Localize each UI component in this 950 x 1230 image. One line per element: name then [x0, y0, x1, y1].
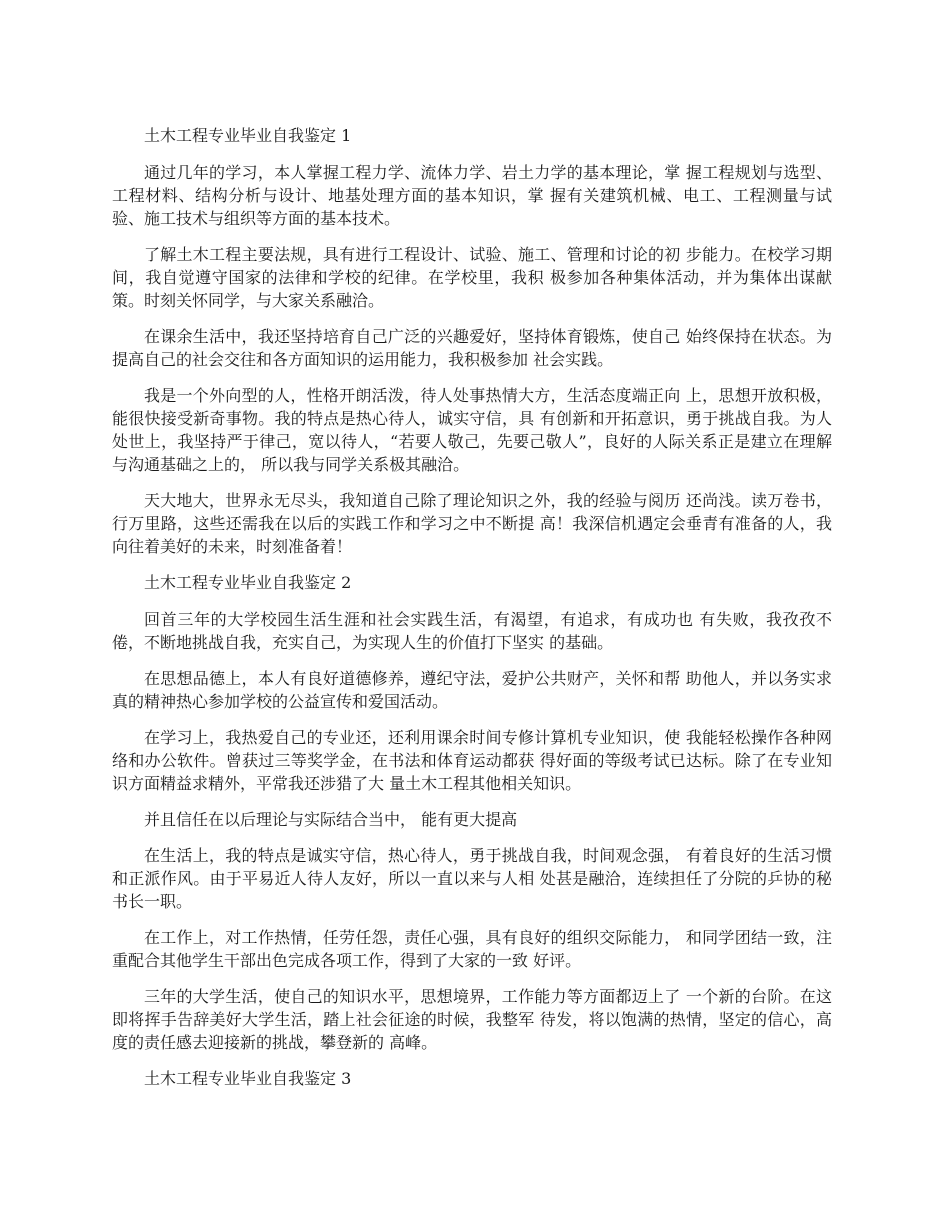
paragraph-1-3: 在课余生活中，我还坚持培育自己广泛的兴趣爱好，坚持体育锻炼，使自己 始终保持在状态。为提高自己的社会交往和各方面知识的运用能力，我积极参加 社会实践。: [112, 327, 832, 369]
paragraph-1-2: 了解土木工程主要法规，具有进行工程设计、试验、施工、管理和讨论的初 步能力。在校学习期间，我自觉遵守国家的法律和学校的纪律。在学校里，我积 极参加各种集体活动，并为集体出谋献策。时刻关怀同学，与大家关系融洽。: [112, 245, 832, 310]
section-heading-3: 土木工程专业毕业自我鉴定 3: [144, 1069, 352, 1088]
paragraph-2-3: 在学习上，我热爱自己的专业还，还利用课余时间专修计算机专业知识，使 我能轻松操作各种网络和办公软件。曾获过三等奖学金，在书法和体育运动都获 得好面的等级考试已达标。除了在专业知识方面精益求精外，平常我还涉猎了大 量土木工程其他相关知识。: [112, 728, 832, 793]
paragraph-2-4: 并且信任在以后理论与实际结合当中， 能有更大提高: [144, 810, 518, 829]
paragraph-2-5: 在生活上，我的特点是诚实守信，热心待人，勇于挑战自我，时间观念强， 有着良好的生活习惯和正派作风。由于平易近人待人友好，所以一直以来与人相 处甚是融洽，连续担任了分院的乒协的秘书长一职。: [112, 846, 832, 911]
paragraph-1-5: 天大地大，世界永无尽头，我知道自己除了理论知识之外，我的经验与阅历 还尚浅。读万卷书，行万里路，这些还需我在以后的实践工作和学习之中不断提 高！我深信机遇定会垂青有准备的人，我向往着美好的未来，时刻准备着！: [112, 491, 832, 556]
paragraph-2-2: 在思想品德上，本人有良好道德修养，遵纪守法，爱护公共财产，关怀和帮 助他人，并以务实求真的精神热心参加学校的公益宣传和爱国活动。: [112, 669, 832, 711]
section-heading-2: 土木工程专业毕业自我鉴定 2: [144, 573, 352, 592]
section-heading-1: 土木工程专业毕业自我鉴定 1: [144, 126, 352, 145]
paragraph-2-7: 三年的大学生活，使自己的知识水平，思想境界，工作能力等方面都迈上了 一个新的台阶。在这即将挥手告辞美好大学生活，踏上社会征途的时候，我整军 待发，将以饱满的热情，坚定的信心，高度的责任感去迎接新的挑战，攀登新的 高峰。: [112, 987, 832, 1052]
paragraph-2-6: 在工作上，对工作热情，任劳任怨，责任心强，具有良好的组织交际能力， 和同学团结一致，注重配合其他学生干部出色完成各项工作，得到了大家的一致 好评。: [112, 928, 832, 970]
paragraph-1-4: 我是一个外向型的人，性格开朗活泼，待人处事热情大方，生活态度端正向 上，思想开放积极，能很快接受新奇事物。我的特点是热心待人，诚实守信，具 有创新和开拓意识，勇于挑战自我。为人处世上，我坚持严于律己，宽以待人，“若要人敬己，先要己敬人”，良好的人际关系正是建立在理解与沟通基础之上的， 所以我与同学关系极其融洽。: [112, 386, 832, 474]
paragraph-1-1: 通过几年的学习，本人掌握工程力学、流体力学、岩土力学的基本理论，掌 握工程规划与选型、工程材料、结构分析与设计、地基处理方面的基本知识，掌 握有关建筑机械、电工、工程测量与试验、施工技术与组织等方面的基本技术。: [112, 163, 832, 228]
paragraph-2-1: 回首三年的大学校园生活生涯和社会实践生活，有渴望，有追求，有成功也 有失败，我孜孜不倦，不断地挑战自我，充实自己，为实现人生的价值打下坚实 的基础。: [112, 610, 832, 652]
